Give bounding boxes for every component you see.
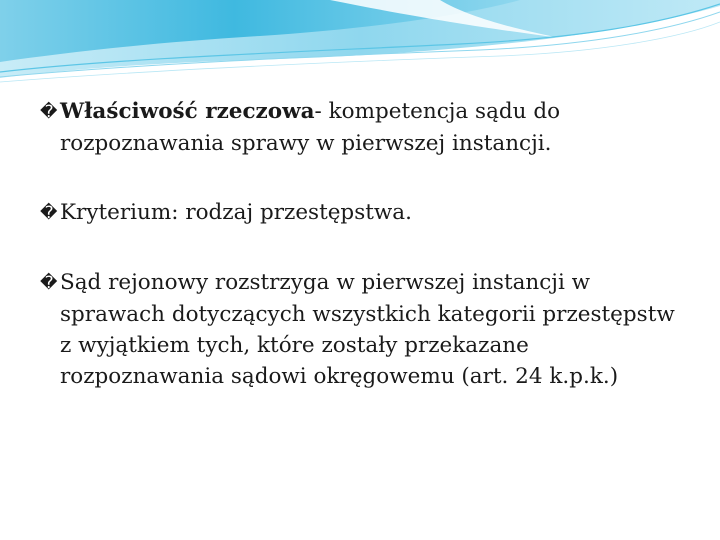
missing-glyph-icon: � (40, 273, 58, 293)
missing-glyph-icon: � (40, 102, 58, 122)
bullet-item (40, 96, 680, 159)
bullet-text: - kompetencja sądu do rozpoznawania sprawy w pierwszej instancji. (60, 99, 561, 156)
slide-body (40, 96, 680, 430)
missing-glyph-icon: � (40, 203, 58, 223)
header-wave-decoration (0, 0, 720, 90)
bullet-item (40, 267, 680, 392)
bullet-bold-term: Właściwość rzeczowa (60, 99, 315, 124)
bullet-text: Sąd rejonowy rozstrzyga w pierwszej instancji w sprawach dotyczących wszystkich kategorii przestępstw z wyjątkiem tych, które zostały przekazane rozpoznawania sądowi okręgowemu (art. 24 k.p.k.) (60, 270, 675, 389)
bullet-text: Kryterium: rodzaj przestępstwa. (60, 200, 412, 225)
bullet-item (40, 197, 680, 229)
